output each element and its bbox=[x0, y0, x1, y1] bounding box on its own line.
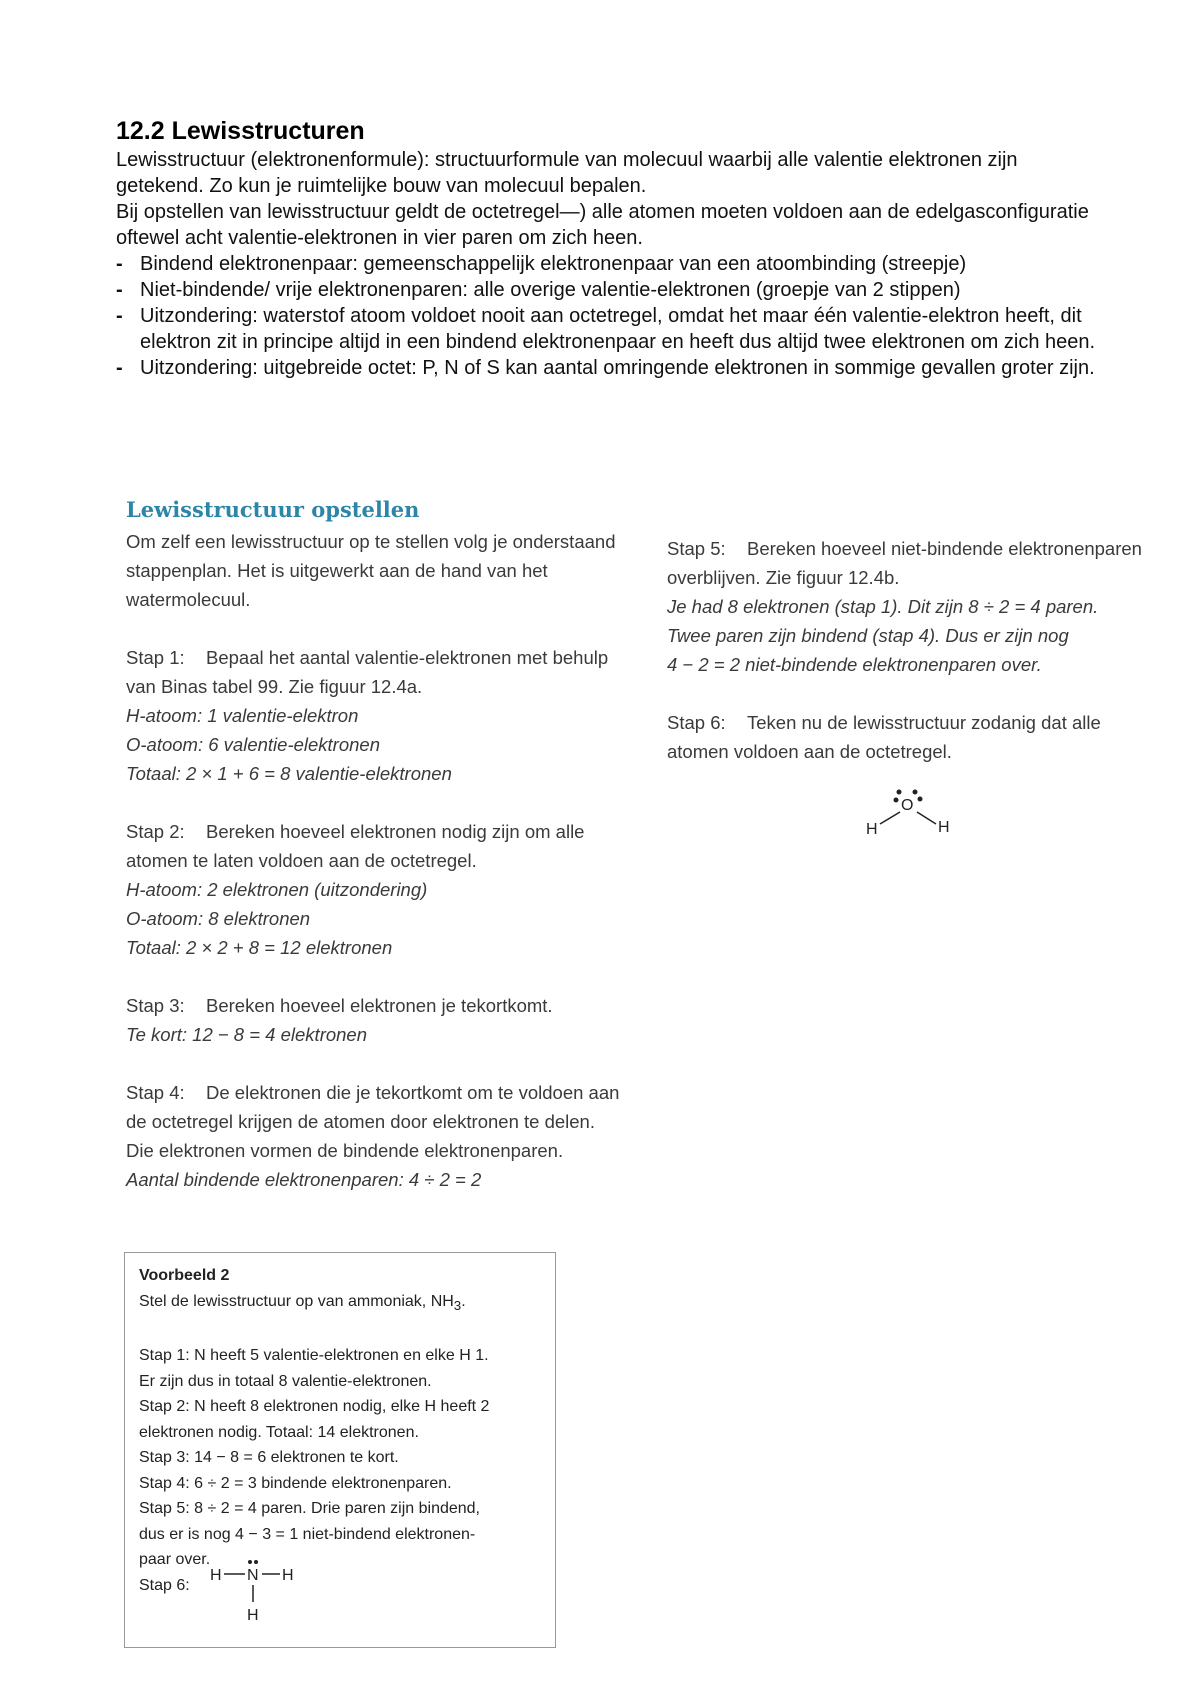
lone-pair-dot bbox=[918, 797, 923, 802]
nitrogen-atom: N bbox=[247, 1567, 259, 1584]
hydrogen-atom: H bbox=[866, 821, 878, 838]
step-4-line: Aantal bindende elektronenparen: 4 ÷ 2 = 2 bbox=[126, 1169, 482, 1190]
lone-pair-dot bbox=[254, 1560, 258, 1564]
hydrogen-atom: H bbox=[282, 1567, 294, 1584]
step-3-text: Stap 3: Bereken hoeveel elektronen je tekortkomt. bbox=[126, 995, 553, 1016]
intro-text bbox=[116, 147, 1096, 381]
step-5-line: Je had 8 elektronen (stap 1). Dit zijn 8 ÷ 2 = 4 paren. bbox=[667, 596, 1099, 617]
step-2-line: O-atoom: 8 elektronen bbox=[126, 908, 311, 929]
step-4-text: Stap 4: De elektronen die je tekortkomt om te voldoen aan de octetregel krijgen de atomen door elektronen te delen. Die elektronen vormen de bindende elektronenparen. bbox=[126, 1082, 620, 1161]
step-3-line: Te kort: 12 − 8 = 4 elektronen bbox=[126, 1024, 368, 1045]
example-line: Stap 2: N heeft 8 elektronen nodig, elke H heeft 2 bbox=[139, 1398, 490, 1416]
example-line: Stap 3: 14 − 8 = 6 elektronen te kort. bbox=[139, 1449, 399, 1467]
bullet-item: - Niet-bindende/ vrije elektronenparen: alle overige valentie-elektronen (groepje van 2 stippen) bbox=[116, 277, 1096, 303]
hydrogen-atom: H bbox=[938, 819, 950, 836]
section-heading: Lewisstructuur opstellen bbox=[126, 497, 420, 522]
example-line: dus er is nog 4 − 3 = 1 niet-bindend elektronen- bbox=[139, 1525, 476, 1543]
intro-paragraph-2: Bij opstellen van lewisstructuur geldt de octetregel—) alle atomen moeten voldoen aan de edelgasconfiguratie oftewel acht valentie-elektronen in vier paren om zich heen. bbox=[116, 201, 1089, 249]
steps-right-column bbox=[667, 534, 1147, 766]
step-1-text: Stap 1: Bepaal het aantal valentie-elektronen met behulp van Binas tabel 99. Zie figuur 12.4a. bbox=[126, 647, 609, 697]
bullet-item: - Bindend elektronenpaar: gemeenschappelijk elektronenpaar van een atoombinding (streepje) bbox=[116, 251, 1096, 277]
example-title: Voorbeeld 2 bbox=[139, 1267, 230, 1284]
bullet-item: - Uitzondering: uitgebreide octet: P, N of S kan aantal omringende elektronen in sommige gevallen groter zijn. bbox=[116, 355, 1096, 381]
hydrogen-atom: H bbox=[210, 1567, 222, 1584]
bond-line bbox=[917, 812, 936, 824]
step-1-line: O-atoom: 6 valentie-elektronen bbox=[126, 734, 380, 755]
step-6-text: Stap 6: Teken nu de lewisstructuur zodanig dat alle atomen voldoen aan de octetregel. bbox=[667, 712, 1101, 762]
hydrogen-atom: H bbox=[247, 1607, 259, 1624]
step-1-line: Totaal: 2 × 1 + 6 = 8 valentie-elektronen bbox=[126, 763, 452, 784]
intro-paragraph-1: Lewisstructuur (elektronenformule): structuurformule van molecuul waarbij alle valentie elektronen zijn getekend. Zo kun je ruimtelijke bouw van molecuul bepalen. bbox=[116, 149, 1018, 197]
oxygen-atom: O bbox=[901, 797, 914, 814]
step-2-line: H-atoom: 2 elektronen (uitzondering) bbox=[126, 879, 428, 900]
example-line: paar over. bbox=[139, 1551, 211, 1569]
section-intro: Om zelf een lewisstructuur op te stellen volg je onderstaand stappenplan. Het is uitgewerkt aan de hand van het watermolecuul. bbox=[126, 531, 616, 610]
bond-line bbox=[880, 812, 900, 824]
step-5-line: 4 − 2 = 2 niet-bindende elektronenparen over. bbox=[667, 654, 1042, 675]
step-5-text: Stap 5: Bereken hoeveel niet-bindende elektronenparen overblijven. Zie figuur 12.4b. bbox=[667, 538, 1142, 588]
example-line: elektronen nodig. Totaal: 14 elektronen. bbox=[139, 1423, 419, 1441]
example-box bbox=[124, 1252, 556, 1648]
step-2-line: Totaal: 2 × 2 + 8 = 12 elektronen bbox=[126, 937, 393, 958]
lone-pair-dot bbox=[913, 790, 918, 795]
lone-pair-dot bbox=[248, 1560, 252, 1564]
lone-pair-dot bbox=[897, 790, 902, 795]
page-title: 12.2 Lewisstructuren bbox=[116, 117, 365, 145]
bullet-item: - Uitzondering: waterstof atoom voldoet nooit aan octetregel, omdat het maar één valentie-elektron heeft, dit elektron zit in principe altijd in een bindend elektronenpaar en heeft dus altijd twee elektronen om zich heen. bbox=[116, 303, 1096, 355]
intro-bullet-list bbox=[116, 251, 1096, 381]
step-2-text: Stap 2: Bereken hoeveel elektronen nodig zijn om alle atomen te laten voldoen aan de octetregel. bbox=[126, 821, 585, 871]
step-1-line: H-atoom: 1 valentie-elektron bbox=[126, 705, 359, 726]
example-question: Stel de lewisstructuur op van ammoniak, $NH_3$. bbox=[139, 1292, 466, 1313]
example-step6-label: Stap 6: bbox=[139, 1576, 190, 1594]
steps-left-column bbox=[126, 527, 626, 1194]
ammonia-lewis-structure bbox=[210, 1558, 300, 1628]
example-line: Stap 1: N heeft 5 valentie-elektronen en elke H 1. bbox=[139, 1347, 489, 1365]
example-line: Er zijn dus in totaal 8 valentie-elektronen. bbox=[139, 1372, 432, 1390]
example-line: Stap 4: 6 ÷ 2 = 3 bindende elektronenparen. bbox=[139, 1474, 452, 1492]
lone-pair-dot bbox=[894, 798, 899, 803]
step-5-line: Twee paren zijn bindend (stap 4). Dus er zijn nog bbox=[667, 625, 1069, 646]
example-line: Stap 5: 8 ÷ 2 = 4 paren. Drie paren zijn bindend, bbox=[139, 1500, 480, 1518]
water-lewis-structure bbox=[860, 786, 960, 846]
